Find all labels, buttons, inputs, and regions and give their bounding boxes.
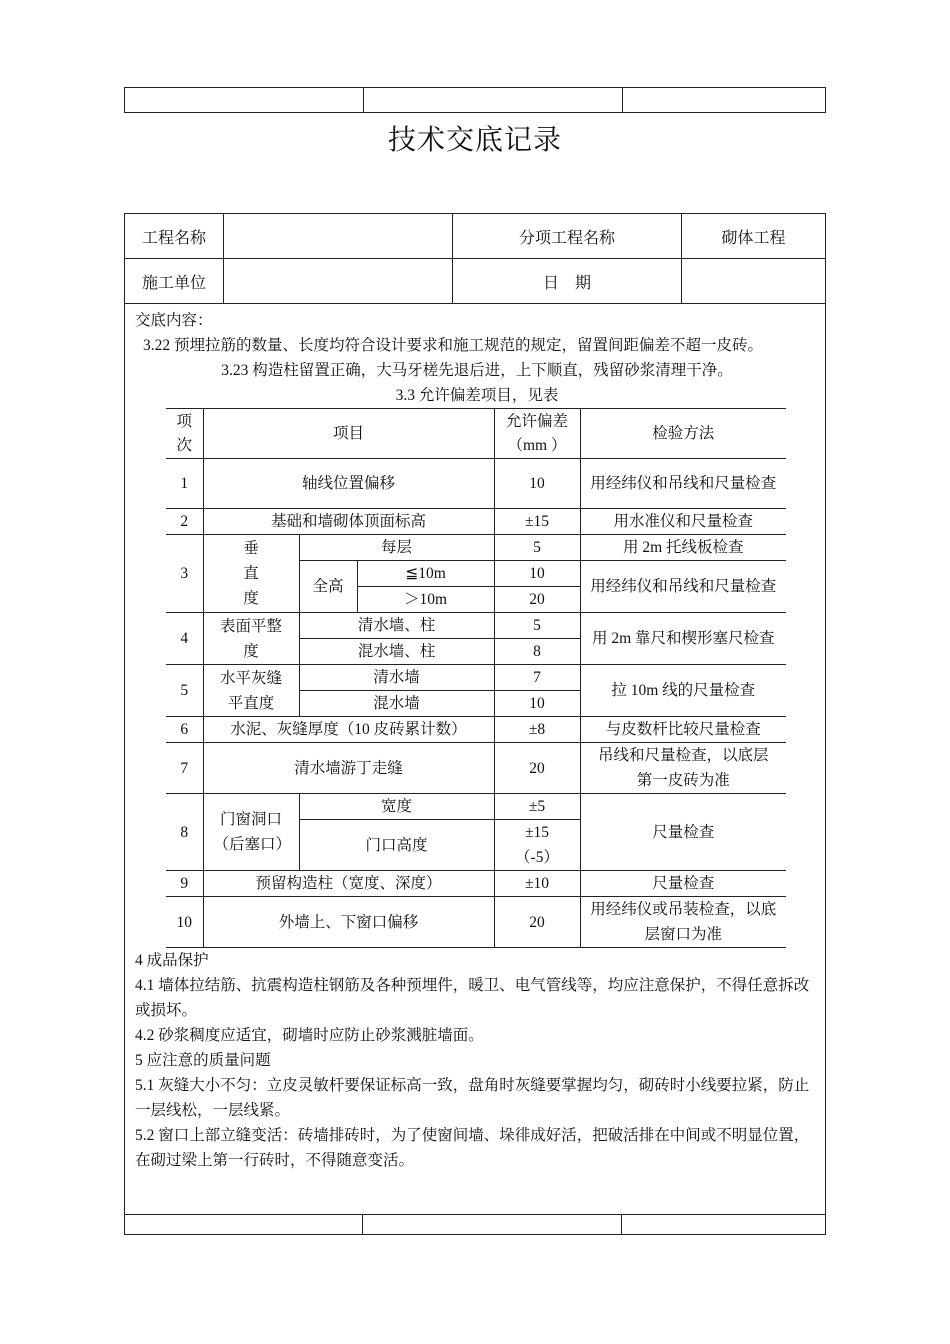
content-body bbox=[135, 308, 819, 1173]
row-allow: ±15 bbox=[494, 509, 580, 535]
table-row bbox=[166, 459, 786, 509]
content-heading: 交底内容： bbox=[135, 312, 213, 329]
row-method: 与皮数杆比较尺量检查 bbox=[580, 717, 786, 743]
row-item: 预留构造柱（宽度、深度） bbox=[203, 871, 494, 897]
row-method: 用 2m 靠尺和楔形塞尺检查 bbox=[580, 613, 786, 665]
construction-unit-value bbox=[224, 259, 453, 304]
row-group: 垂直度 bbox=[203, 535, 299, 613]
tolerance-table bbox=[166, 408, 786, 948]
row-sub-item: 每层 bbox=[299, 535, 494, 561]
table-row bbox=[166, 743, 786, 794]
paragraph-5-2: 5.2 窗口上部立缝变活：砖墙排砖时，为了使窗间墙、垛徘成好活，把破活排在中间或不明显位置，在砌过梁上第一行砖时，不得随意变活。 bbox=[135, 1127, 810, 1169]
table-row bbox=[166, 871, 786, 897]
table-row bbox=[166, 613, 786, 639]
row-group: 门窗洞口（后塞口） bbox=[203, 794, 299, 871]
row-allow: 10 bbox=[494, 459, 580, 509]
row-no: 10 bbox=[166, 897, 203, 948]
col-header-item: 项目 bbox=[203, 409, 494, 459]
row-method: 尺量检查 bbox=[580, 871, 786, 897]
row-allow: 20 bbox=[494, 743, 580, 794]
row-method: 用经纬仪和吊线和尺量检查 bbox=[580, 561, 786, 613]
row-method: 拉 10m 线的尺量检查 bbox=[580, 665, 786, 717]
row-no: 7 bbox=[166, 743, 203, 794]
col-header-method: 检验方法 bbox=[580, 409, 786, 459]
table-row bbox=[166, 509, 786, 535]
row-group: 水平灰缝平直度 bbox=[203, 665, 299, 717]
col-header-allow: 允许偏差（mm ） bbox=[494, 409, 580, 459]
strip-cell bbox=[363, 1215, 622, 1235]
row-sub-item: 宽度 bbox=[299, 794, 494, 820]
project-name-label: 工程名称 bbox=[125, 214, 224, 259]
row-item: 外墙上、下窗口偏移 bbox=[203, 897, 494, 948]
row-sub-item: 混水墙、柱 bbox=[299, 639, 494, 665]
row-allow: 5 bbox=[494, 535, 580, 561]
row-no: 2 bbox=[166, 509, 203, 535]
row-allow: 10 bbox=[494, 691, 580, 717]
row-sub-item: ≦10m bbox=[357, 561, 494, 587]
table-row bbox=[166, 665, 786, 691]
row-no: 8 bbox=[166, 794, 203, 871]
row-no: 3 bbox=[166, 535, 203, 613]
row-no: 9 bbox=[166, 871, 203, 897]
row-sub-item: 清水墙 bbox=[299, 665, 494, 691]
paragraph-5-1: 5.1 灰缝大小不匀：立皮灵敏杆要保证标高一致，盘角时灰缝要掌握均匀，砌砖时小线要拉紧，防止一层线松，一层线紧。 bbox=[135, 1077, 810, 1119]
row-method: 用水准仪和尺量检查 bbox=[580, 509, 786, 535]
strip-cell bbox=[364, 88, 623, 113]
strip-cell bbox=[124, 1215, 363, 1235]
strip-cell bbox=[623, 88, 826, 113]
sub-project-label: 分项工程名称 bbox=[453, 214, 682, 259]
paragraph-3-22: 3.22 预埋拉筋的数量、长度均符合设计要求和施工规范的规定，留置间距偏差不超一皮砖。 bbox=[143, 337, 764, 354]
date-label: 日 期 bbox=[453, 259, 682, 304]
table-row bbox=[166, 535, 786, 561]
paragraph-3-23: 3.23 构造柱留置正确，大马牙槎先退后进，上下顺直，残留砂浆清理干净。 bbox=[221, 362, 733, 379]
row-no: 1 bbox=[166, 459, 203, 509]
construction-unit-label: 施工单位 bbox=[125, 259, 224, 304]
row-item: 基础和墙砌体顶面标高 bbox=[203, 509, 494, 535]
row-sub-item: 清水墙、柱 bbox=[299, 613, 494, 639]
row-allow: 8 bbox=[494, 639, 580, 665]
section-4-heading: 4 成品保护 bbox=[135, 952, 209, 969]
row-method: 尺量检查 bbox=[580, 794, 786, 871]
table-row bbox=[166, 717, 786, 743]
row-allow: ±10 bbox=[494, 871, 580, 897]
row-item: 清水墙游丁走缝 bbox=[203, 743, 494, 794]
row-method: 用经纬仪和吊线和尺量检查 bbox=[580, 459, 786, 509]
row-allow: 5 bbox=[494, 613, 580, 639]
date-value bbox=[682, 259, 826, 304]
row-sub-item: 门口高度 bbox=[299, 820, 494, 871]
row-sub-item: 全高 bbox=[299, 561, 357, 613]
row-method: 吊线和尺量检查，以底层第一皮砖为准 bbox=[580, 743, 786, 794]
section-5-heading: 5 应注意的质量问题 bbox=[135, 1052, 271, 1069]
row-allow: ±8 bbox=[494, 717, 580, 743]
row-sub-item: ＞10m bbox=[357, 587, 494, 613]
row-allow: ±5 bbox=[494, 794, 580, 820]
strip-cell bbox=[622, 1215, 827, 1235]
row-group: 表面平整度 bbox=[203, 613, 299, 665]
row-method: 用经纬仪或吊装检查，以底层窗口为准 bbox=[580, 897, 786, 948]
page-title: 技术交底记录 bbox=[387, 123, 562, 156]
row-no: 6 bbox=[166, 717, 203, 743]
table-caption: 3.3 允许偏差项目，见表 bbox=[395, 387, 559, 404]
row-allow: 20 bbox=[494, 897, 580, 948]
strip-cell bbox=[125, 88, 364, 113]
row-item: 水泥、灰缝厚度（10 皮砖累计数） bbox=[203, 717, 494, 743]
row-no: 4 bbox=[166, 613, 203, 665]
header-table bbox=[125, 214, 825, 304]
table-row bbox=[166, 794, 786, 820]
row-allow: ±15（-5） bbox=[494, 820, 580, 871]
col-header-no: 项次 bbox=[166, 409, 203, 459]
top-signature-strip bbox=[124, 87, 826, 113]
row-allow: 7 bbox=[494, 665, 580, 691]
row-item: 轴线位置偏移 bbox=[203, 459, 494, 509]
sub-project-value: 砌体工程 bbox=[682, 214, 826, 259]
row-allow: 10 bbox=[494, 561, 580, 587]
record-frame bbox=[124, 213, 826, 1235]
paragraph-4-2: 4.2 砂浆稠度应适宜，砌墙时应防止砂浆溅脏墙面。 bbox=[135, 1027, 484, 1044]
bottom-signature-strip bbox=[124, 1214, 826, 1234]
paragraph-4-1: 4.1 墙体拉结筋、抗震构造柱钢筋及各种预埋件，暖卫、电气管线等，均应注意保护，不得任意拆改或损坏。 bbox=[135, 977, 810, 1019]
row-method: 用 2m 托线板检查 bbox=[580, 535, 786, 561]
row-allow: 20 bbox=[494, 587, 580, 613]
table-row bbox=[166, 897, 786, 948]
row-no: 5 bbox=[166, 665, 203, 717]
row-sub-item: 混水墙 bbox=[299, 691, 494, 717]
project-name-value bbox=[224, 214, 453, 259]
